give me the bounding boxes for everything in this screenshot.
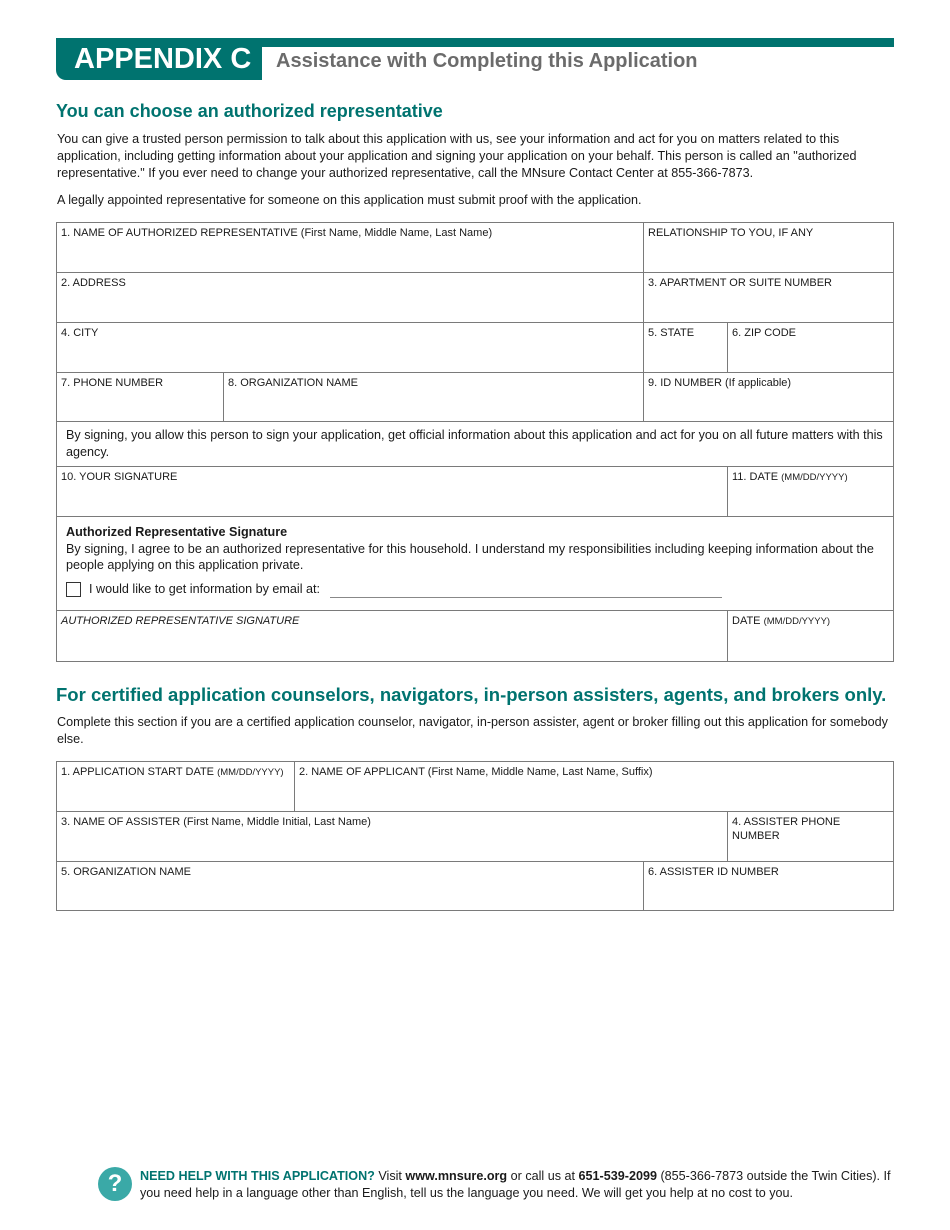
help-question-icon: ? [98,1167,132,1201]
organization-field[interactable] [224,373,644,421]
email-option [66,581,884,598]
your-signature-label: 10. YOUR SIGNATURE [61,471,178,483]
email-label: I would like to get information by email at: [89,581,320,596]
assister-id-field[interactable] [644,862,893,910]
city-label: 4. CITY [61,327,99,339]
date-label: 11. DATE [732,471,779,483]
section2-intro: Complete this section if you are a certified application counselor, navigator, in-person assister, agent or broker filling out this application for somebody else. [57,715,888,746]
relationship-field[interactable] [644,223,893,272]
rep-name-field[interactable] [57,223,644,272]
rep-name-label: 1. NAME OF AUTHORIZED REPRESENTATIVE (First Name, Middle Name, Last Name) [61,227,493,239]
date-format: (MM/DD/YYYY) [781,472,848,483]
applicant-name-label: 2. NAME OF APPLICANT (First Name, Middle Name, Last Name, Suffix) [299,766,653,778]
address-field[interactable] [57,273,644,322]
help-phone: 651-539-2099 [578,1169,657,1183]
appendix-tab: APPENDIX C [56,38,262,80]
assister-name-label: 3. NAME OF ASSISTER (First Name, Middle Initial, Last Name) [61,816,371,828]
phone-field[interactable] [57,373,224,421]
help-footer [140,1168,900,1201]
apartment-field[interactable] [644,273,893,322]
start-date-label: 1. APPLICATION START DATE [61,766,215,778]
date-field[interactable] [728,467,893,516]
apartment-label: 3. APARTMENT OR SUITE NUMBER [648,277,832,289]
or-call-text: or call us at [507,1169,579,1183]
ars-text: By signing, I agree to be an authorized representative for this household. I understand my responsibilities including keeping information about the people applying on this application private. [66,541,874,572]
address-label: 2. ADDRESS [61,277,126,289]
page-subtitle: Assistance with Completing this Application [276,50,698,72]
ars-signature-field[interactable] [57,611,728,661]
mnsure-link[interactable]: www.mnsure.org [405,1169,508,1183]
need-help-label: NEED HELP WITH THIS APPLICATION? [140,1169,375,1183]
ars-date-label: DATE [732,615,761,627]
section2-title: For certified application counselors, navigators, in-person assisters, agents, and brokers only. [56,684,887,705]
legal-note: A legally appointed representative for someone on this application must submit proof with the application. [57,193,642,207]
start-date-field[interactable] [57,762,295,811]
section1-title: You can choose an authorized representative [56,101,443,121]
start-date-format: (MM/DD/YYYY) [217,767,284,778]
city-field[interactable] [57,323,644,372]
assister-phone-field[interactable] [728,812,893,861]
assister-phone-label: 4. ASSISTER PHONE NUMBER [732,816,841,842]
organization-label: 8. ORGANIZATION NAME [228,377,358,389]
ars-block [57,517,893,610]
id-number-label: 9. ID NUMBER (If applicable) [648,377,792,389]
state-label: 5. STATE [648,327,695,339]
consent-text: By signing, you allow this person to sign your application, get official information about this application and act for you on all future matters with this agency. [66,428,883,459]
assister-org-field[interactable] [57,862,644,910]
assister-id-label: 6. ASSISTER ID NUMBER [648,866,779,878]
applicant-name-field[interactable] [295,762,893,811]
assister-org-label: 5. ORGANIZATION NAME [61,866,191,878]
assister-form [56,761,894,911]
visit-text: Visit [374,1169,406,1183]
footer-rest-text: (855-366-7873 outside the Twin Cities). If you need help in a language other than English, tell us the language you need. We will get you help at no cost to you. [140,1169,891,1200]
zip-field[interactable] [728,323,893,372]
email-checkbox[interactable] [66,582,81,597]
ars-date-format: (MM/DD/YYYY) [763,616,831,627]
ars-date-field[interactable] [728,611,893,661]
id-number-field[interactable] [644,373,893,421]
ars-signature-label: AUTHORIZED REPRESENTATIVE SIGNATURE [61,615,300,627]
state-field[interactable] [644,323,728,372]
section1-intro: You can give a trusted person permission to talk about this application with us, see your information and act for you on matters related to this application, including getting information about your application and signing your application on your behalf. This person is called an "authorized representative." If you ever need to change your authorized representative, call the MNsure Contact Center at 855-366-7873. [57,132,857,180]
authorized-rep-form [56,222,894,662]
ars-title: Authorized Representative Signature [66,525,288,539]
zip-label: 6. ZIP CODE [732,327,796,339]
relationship-label: RELATIONSHIP TO YOU, IF ANY [648,227,814,239]
assister-name-field[interactable] [57,812,728,861]
phone-label: 7. PHONE NUMBER [61,377,164,389]
your-signature-field[interactable] [57,467,728,516]
email-input[interactable] [330,581,722,598]
